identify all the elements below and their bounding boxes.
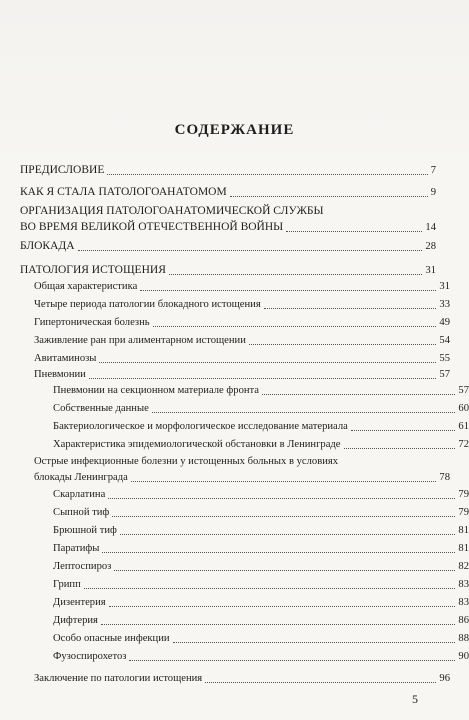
toc-entry-page: 90 <box>458 651 469 662</box>
dot-leader <box>249 344 437 345</box>
dot-leader <box>264 308 437 309</box>
dot-leader <box>120 534 456 535</box>
toc-entry-title: Гипертоническая болезнь <box>34 317 150 328</box>
toc-entry-title: Лептоспироз <box>53 561 112 572</box>
toc-row <box>34 670 450 687</box>
toc-entry-title: Характеристика эпидемиологической обстановки в Ленинграде <box>53 439 341 450</box>
dot-leader <box>286 231 422 232</box>
dot-leader <box>153 326 437 327</box>
toc-entry <box>20 418 469 435</box>
toc-row <box>53 558 469 575</box>
dot-leader <box>169 274 423 275</box>
dot-leader <box>114 570 455 571</box>
dot-leader <box>112 516 455 517</box>
toc-entry-title: Особо опасные инфекции <box>53 633 170 644</box>
dot-leader <box>107 174 427 175</box>
toc-row <box>34 350 450 367</box>
dot-leader <box>140 290 436 291</box>
toc-row <box>53 486 469 503</box>
toc-entry <box>20 630 469 647</box>
toc-entry-title: блокады Ленинграда <box>34 472 128 483</box>
dot-leader <box>129 660 455 661</box>
toc-entry-page: 14 <box>425 222 436 233</box>
toc-row <box>53 576 469 593</box>
toc-row <box>53 540 469 557</box>
toc-entry-page: 7 <box>430 165 436 176</box>
toc-entry <box>20 184 436 201</box>
toc-entry-page: 86 <box>458 615 469 626</box>
toc-entry-title: Заключение по патологии истощения <box>34 673 203 684</box>
toc-entry-title: Общая характеристика <box>34 281 138 292</box>
toc-row <box>20 262 436 279</box>
toc-entry-title: Дизентерия <box>53 597 106 608</box>
toc-entry-page: 83 <box>458 579 469 590</box>
dot-leader <box>230 196 428 197</box>
page-title: СОДЕРЖАНИЕ <box>174 122 295 138</box>
toc-entry-page: 81 <box>458 543 469 554</box>
page-number: 5 <box>412 692 418 706</box>
toc-entry-title: Пневмонии <box>34 369 86 380</box>
dot-leader <box>152 412 456 413</box>
toc-entry <box>20 314 450 331</box>
toc-entry <box>20 162 436 179</box>
toc-entry-page: 79 <box>458 489 469 500</box>
toc-row <box>53 436 469 453</box>
dot-leader <box>131 481 437 482</box>
toc-entry-page: 61 <box>458 421 469 432</box>
toc-entry <box>20 648 469 665</box>
toc-entry-title: Дифтерия <box>53 615 98 626</box>
toc-entry <box>20 400 469 417</box>
toc-entry <box>20 540 469 557</box>
dot-leader <box>109 606 456 607</box>
toc-entry-page: 55 <box>439 353 450 364</box>
toc-entry-page: 88 <box>458 633 469 644</box>
toc-row <box>53 648 469 665</box>
dot-leader <box>351 430 456 431</box>
toc-row <box>53 594 469 611</box>
dot-leader <box>78 250 423 251</box>
toc-entry <box>20 278 450 295</box>
toc-entry-page: 96 <box>439 673 450 684</box>
toc-entry-title: Бактериологическое и морфологическое исследование материала <box>53 421 348 432</box>
toc-row <box>34 366 450 383</box>
toc-row <box>53 418 469 435</box>
toc-entry-page: 31 <box>439 281 450 292</box>
toc-entry-title: ПАТОЛОГИЯ ИСТОЩЕНИЯ <box>20 264 166 276</box>
toc-entry <box>20 296 450 313</box>
toc-entry-title: БЛОКАДА <box>20 240 75 252</box>
toc-entry-page: 72 <box>458 439 469 450</box>
toc-row <box>34 469 450 486</box>
dot-leader <box>89 378 437 379</box>
dot-leader <box>173 642 456 643</box>
toc-entry-page: 33 <box>439 299 450 310</box>
toc-entry-title: Заживление ран при алиментарном истощении <box>34 335 246 346</box>
toc-entry <box>20 670 450 687</box>
toc-entry-title: Скарлатина <box>53 489 106 500</box>
toc-entry-title: Брюшной тиф <box>53 525 117 536</box>
toc-entry <box>20 558 469 575</box>
toc-row <box>53 382 469 399</box>
toc-entry-page: 31 <box>425 265 436 276</box>
toc-entry-title: Сыпной тиф <box>53 507 110 518</box>
toc-entry-title: Собственные данные <box>53 403 149 414</box>
toc-entry <box>20 486 469 503</box>
toc-entry-title: Авитаминозы <box>34 353 97 364</box>
toc-entry-title: Фузоспирохетоз <box>53 651 127 662</box>
toc-entry <box>20 262 436 279</box>
toc-entry-page: 81 <box>458 525 469 536</box>
toc-entry <box>20 504 469 521</box>
toc-row <box>53 612 469 629</box>
dot-leader <box>84 588 456 589</box>
toc-entry-title: КАК Я СТАЛА ПАТОЛОГОАНАТОМОМ <box>20 186 227 198</box>
toc-row <box>34 332 450 349</box>
toc-entry-line1: ОРГАНИЗАЦИЯ ПАТОЛОГОАНАТОМИЧЕСКОЙ СЛУЖБЫ <box>20 205 324 217</box>
toc-entry <box>20 204 436 236</box>
toc-entry <box>20 576 469 593</box>
toc-entry-page: 54 <box>439 335 450 346</box>
toc-entry-page: 9 <box>430 187 436 198</box>
toc-row <box>20 184 436 201</box>
toc-entry <box>20 594 469 611</box>
toc-row <box>20 162 436 179</box>
dot-leader <box>108 498 455 499</box>
toc-entry-title: ПРЕДИСЛОВИЕ <box>20 164 105 176</box>
toc-entry-title: Паратифы <box>53 543 100 554</box>
toc-entry-page: 57 <box>458 385 469 396</box>
toc-entry <box>20 332 450 349</box>
toc-row <box>34 296 450 313</box>
toc-entry <box>20 366 450 383</box>
toc-entry-page: 83 <box>458 597 469 608</box>
dot-leader <box>344 448 456 449</box>
toc-entry-title: ВО ВРЕМЯ ВЕЛИКОЙ ОТЕЧЕСТВЕННОЙ ВОЙНЫ <box>20 221 284 233</box>
toc-entry-page: 78 <box>439 472 450 483</box>
toc-row <box>53 400 469 417</box>
dot-leader <box>102 552 455 553</box>
toc-entry <box>20 454 450 486</box>
dot-leader <box>101 624 455 625</box>
toc-entry-page: 57 <box>439 369 450 380</box>
dot-leader <box>262 394 455 395</box>
toc-entry-page: 60 <box>458 403 469 414</box>
toc-row <box>53 504 469 521</box>
toc-entry <box>20 612 469 629</box>
toc-row <box>20 238 436 255</box>
toc-row <box>53 630 469 647</box>
toc-row <box>34 314 450 331</box>
toc-entry <box>20 522 469 539</box>
toc-entry-page: 28 <box>425 241 436 252</box>
toc-row <box>20 219 436 236</box>
dot-leader <box>205 682 436 683</box>
toc-entry-title: Четыре периода патологии блокадного истощения <box>34 299 261 310</box>
toc-entry-page: 82 <box>458 561 469 572</box>
toc-entry <box>20 238 436 255</box>
dot-leader <box>99 362 436 363</box>
toc-entry <box>20 382 469 399</box>
toc-row <box>53 522 469 539</box>
toc-entry <box>20 350 450 367</box>
toc-entry-page: 49 <box>439 317 450 328</box>
toc-entry <box>20 436 469 453</box>
toc-entry-line1: Острые инфекционные болезни у истощенных больных в условиях <box>34 456 339 467</box>
toc-entry-page: 79 <box>458 507 469 518</box>
toc-entry-title: Грипп <box>53 579 81 590</box>
toc-entry-title: Пневмонии на секционном материале фронта <box>53 385 259 396</box>
toc-row <box>34 278 450 295</box>
